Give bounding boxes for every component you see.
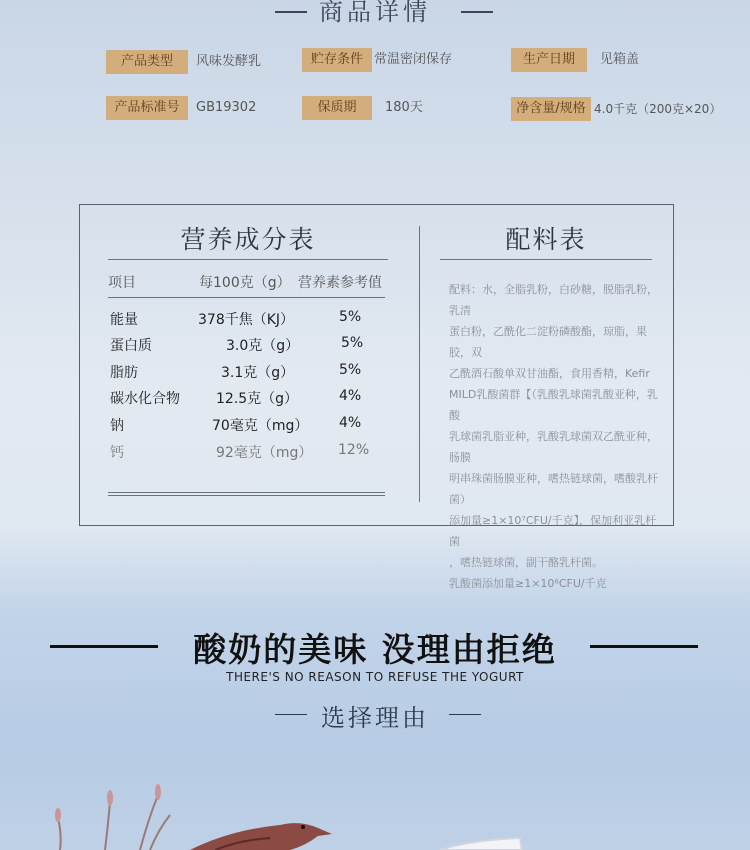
nutrition-row-amount: 12.5克（g）	[216, 391, 299, 407]
nutrition-header-nrv: 营养素参考值	[298, 275, 382, 291]
nutrition-row-nrv: 12%	[338, 442, 370, 458]
nutrition-row-item: 脂肪	[110, 365, 138, 381]
nutrition-bottom-line-2	[108, 495, 385, 496]
nutrition-title-underline	[108, 259, 388, 260]
nutrition-header-per100g: 每100克（g）	[199, 275, 291, 291]
spec-value-shelf-life: 180天	[385, 100, 423, 115]
nutrition-header-underline	[108, 297, 385, 298]
section-title	[0, 0, 750, 28]
nutrition-row-nrv: 4%	[339, 388, 362, 404]
spec-label-type: 产品类型	[106, 50, 188, 74]
nutrition-row-item: 钠	[110, 418, 124, 434]
spec-label-net-content: 净含量/规格	[511, 97, 591, 121]
bowl-icon	[440, 838, 522, 850]
reason-title: 选择理由	[321, 704, 429, 732]
nutrition-row-nrv: 5%	[341, 335, 364, 351]
ingredients-title-underline	[440, 259, 652, 260]
nutrition-row-item: 蛋白质	[110, 338, 152, 354]
header-dash-right	[461, 11, 493, 13]
spec-value-storage: 常温密闭保存	[374, 52, 453, 67]
nutrition-row-nrv: 5%	[339, 309, 362, 325]
section-title-text: 商品详情	[319, 0, 431, 26]
nutrition-row-nrv: 5%	[339, 362, 362, 378]
reason-dash-right	[449, 714, 481, 715]
nutrition-bottom-line-1	[108, 492, 385, 493]
spec-label-standard: 产品标准号	[106, 96, 188, 120]
spec-value-type: 风味发酵乳	[196, 54, 262, 69]
nutrition-row-item: 钙	[110, 445, 124, 461]
bird-icon	[190, 823, 332, 850]
spec-value-production-date: 见箱盖	[600, 52, 640, 67]
banner-bar-right	[590, 645, 698, 648]
scene-illustration	[0, 780, 750, 850]
nutrition-row-amount: 3.0克（g）	[226, 338, 300, 354]
nutrition-row-amount: 92毫克（mg）	[216, 445, 313, 461]
nutrition-row-amount: 3.1克（g）	[221, 365, 295, 381]
banner-title: 酸奶的美味 没理由拒绝	[193, 630, 557, 669]
nutrition-row-item: 能量	[110, 312, 138, 328]
nutrition-row-amount: 378千焦（KJ）	[198, 312, 295, 328]
nutrition-row-nrv: 4%	[339, 415, 362, 431]
spec-value-net-content: 4.0千克（200克×20）	[594, 102, 722, 116]
nutrition-table-title: 营养成分表	[180, 225, 316, 254]
banner-subtitle: THERE'S NO REASON TO REFUSE THE YOGURT	[226, 670, 524, 684]
grass-stalks-icon	[58, 795, 170, 850]
spec-value-standard: GB19302	[196, 100, 257, 115]
spec-label-production-date: 生产日期	[511, 48, 587, 72]
nutrition-row-amount: 70毫克（mg）	[212, 418, 309, 434]
spec-label-storage: 贮存条件	[302, 48, 372, 72]
spec-label-shelf-life: 保质期	[302, 96, 372, 120]
frame-divider	[419, 226, 420, 502]
ingredients-text: 配料：水，全脂乳粉，白砂糖，脱脂乳粉，乳清 蛋白粉，乙酰化二淀粉磷酸酯，琼脂，果胶，双 乙酰酒石酸单双甘油酯，食用香精，Kefir MILD乳酸菌群【（乳酸乳球菌乳酸亚种，乳酸 乳球菌乳脂亚种，乳酸乳球菌双乙酰亚种，肠膜 明串珠菌肠膜亚种，嗜热链球菌，嗜酸乳杆菌） 添加量≥1×10⁷CFU/千克】，保加利亚乳杆菌 ，嗜热链球菌，副干酪乳杆菌。 乳酸菌添加量≥1×10⁶CFU/千克	[449, 283, 658, 590]
ingredients-title: 配料表	[505, 225, 587, 254]
nutrition-row-item: 碳水化合物	[110, 391, 180, 407]
nutrition-header-item: 项目	[108, 275, 136, 291]
